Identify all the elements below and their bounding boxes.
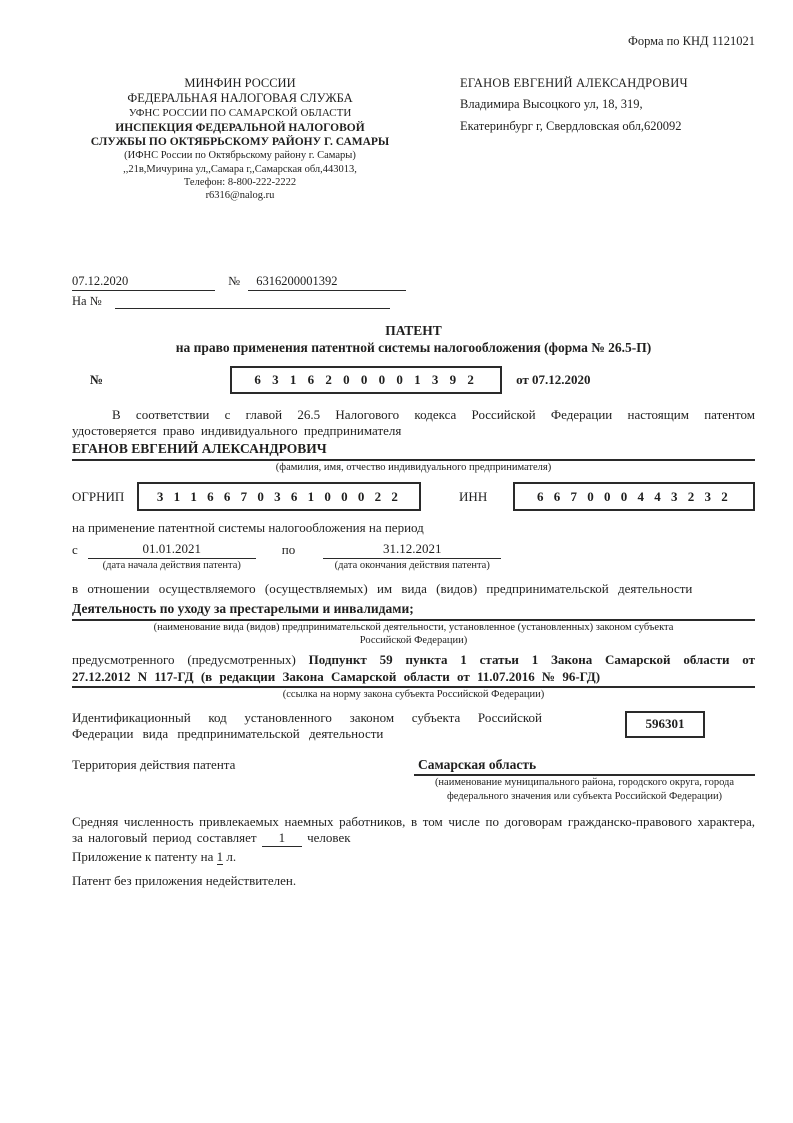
reply-number-label: На № [72, 293, 102, 308]
patent-number-row [72, 366, 755, 394]
intro-paragraph: В соответствии с главой 26.5 Налогового кодекса Российской Федерации настоящим патентом удостоверяется право индивидуального предпринимателя [72, 406, 755, 439]
law-prefix: предусмотренного (предусмотренных) [72, 652, 296, 668]
issuer-phone: Телефон: 8-800-222-2222 [183, 176, 297, 188]
recipient-block [460, 76, 755, 202]
workers-count: 1 [262, 830, 302, 847]
patent-number-box: 6 3 1 6 2 0 0 0 0 1 3 9 2 [230, 366, 502, 394]
activity-name: Деятельность по уходу за престарелыми и инвалидами; [72, 601, 755, 621]
attachment-pages-count: 1 [216, 849, 224, 865]
document-number: 6316200001392 [248, 274, 406, 291]
form-code: Форма по КНД 1121021 [627, 34, 755, 48]
territory-row [72, 757, 755, 803]
patent-subtitle: на право применения патентной системы налогообложения (форма № 26.5-П) [175, 340, 652, 355]
period-to-label: по [281, 541, 296, 557]
ogrnip-label: ОГРНИП [72, 488, 125, 504]
ident-code-text: Идентификационный код установленного законом субъекта Российской Федерации вида предпринимательской деятельности [72, 710, 542, 742]
inn-value-box: 6 6 7 0 0 0 4 4 3 2 3 2 [513, 482, 755, 511]
reference-row [72, 274, 755, 291]
attachment-text-part1: Приложение к патенту на [72, 849, 214, 865]
document-date: 07.12.2020 [72, 274, 215, 291]
attachment-text-part2: л. [226, 849, 237, 865]
patent-issue-date: от 07.12.2020 [516, 371, 591, 387]
workers-text-part2: человек [307, 829, 351, 845]
issuer-line: ФЕДЕРАЛЬНАЯ НАЛОГОВАЯ СЛУЖБА [127, 91, 353, 106]
issuer-line: ИНСПЕКЦИЯ ФЕДЕРАЛЬНОЙ НАЛОГОВОЙ [115, 121, 365, 134]
territory-value: Самарская область [414, 757, 755, 777]
period-from-caption: (дата начала действия патента) [102, 559, 241, 571]
workers-text-part1: Средняя численность привлекаемых наемных работников, в том числе по договорам гражданско-правового характера, за налоговый период составляет [72, 813, 755, 845]
issuer-block [72, 76, 408, 202]
patent-title: ПАТЕНТ [385, 323, 442, 339]
period-from-label: с [72, 541, 78, 557]
territory-field [414, 757, 755, 803]
recipient-address-line: Владимира Высоцкого ул, 18, 319, [460, 97, 643, 112]
ident-code-row [72, 710, 755, 743]
document-header [72, 76, 755, 202]
codes-row [72, 482, 755, 511]
issuer-line: (ИФНС России по Октябрьскому району г. Самары) [124, 150, 356, 162]
issuer-address: ,,21в,Мичурина ул,,Самара г,,Самарская обл,443013, [123, 163, 357, 175]
issuer-line: УФНС РОССИИ ПО САМАРСКОЙ ОБЛАСТИ [128, 106, 352, 119]
activity-caption-line1: (наименование вида (видов) предпринимательской деятельности, установленное (установленных) законом субъекта [153, 622, 674, 634]
territory-caption-line1: (наименование муниципального района, городского округа, города [434, 777, 735, 789]
issuer-email: r6316@nalog.ru [205, 189, 275, 201]
validity-note: Патент без приложения недействителен. [72, 873, 297, 889]
reply-reference-row [72, 294, 755, 310]
period-from-value: 01.01.2021 [88, 541, 256, 559]
reply-number-line [115, 294, 390, 309]
period-intro: на применение патентной системы налогообложения на период [72, 520, 424, 536]
ident-code-box: 596301 [625, 711, 705, 738]
number-sign: № [228, 273, 241, 288]
activity-caption-line2: Российской Федерации) [359, 635, 468, 647]
law-reference: Подпункт 59 пункта 1 статьи 1 Закона Самарской области от 27.12.2012 N 117-ГД (в редакции Закона Самарской области от 11.07.2016 № 96-ГД) [72, 652, 755, 684]
entrepreneur-name: ЕГАНОВ ЕВГЕНИЙ АЛЕКСАНДРОВИЧ [72, 441, 755, 461]
territory-caption-line2: федерального значения или субъекта Российской Федерации) [446, 790, 723, 802]
law-caption: (ссылка на норму закона субъекта Российской Федерации) [282, 688, 545, 700]
law-reference-paragraph [72, 652, 755, 688]
inn-label: ИНН [459, 488, 488, 504]
period-to-caption: (дата окончания действия патента) [334, 559, 490, 571]
issuer-line: СЛУЖБЫ ПО ОКТЯБРЬСКОМУ РАЙОНУ Г. САМАРЫ [90, 136, 390, 148]
issuer-line: МИНФИН РОССИИ [184, 75, 296, 90]
territory-label: Территория действия патента [72, 756, 236, 772]
recipient-name: ЕГАНОВ ЕВГЕНИЙ АЛЕКСАНДРОВИЧ [460, 75, 688, 90]
ogrnip-value-box: 3 1 1 6 6 7 0 3 6 1 0 0 0 2 2 [137, 482, 421, 511]
recipient-address-line: Екатеринбург г, Свердловская обл,620092 [460, 118, 682, 133]
workers-paragraph [72, 814, 755, 848]
entrepreneur-name-caption: (фамилия, имя, отчество индивидуального предпринимателя) [275, 462, 552, 474]
attachment-line [72, 849, 755, 865]
period-row [72, 541, 755, 572]
patent-number-sign: № [90, 371, 104, 387]
period-from-field [88, 541, 256, 572]
activity-intro: в отношении осуществляемого (осуществляемых) им вида (видов) предпринимательской деятельности [72, 581, 693, 596]
period-to-field [323, 541, 501, 572]
period-to-value: 31.12.2021 [323, 541, 501, 559]
reference-block [72, 274, 755, 309]
